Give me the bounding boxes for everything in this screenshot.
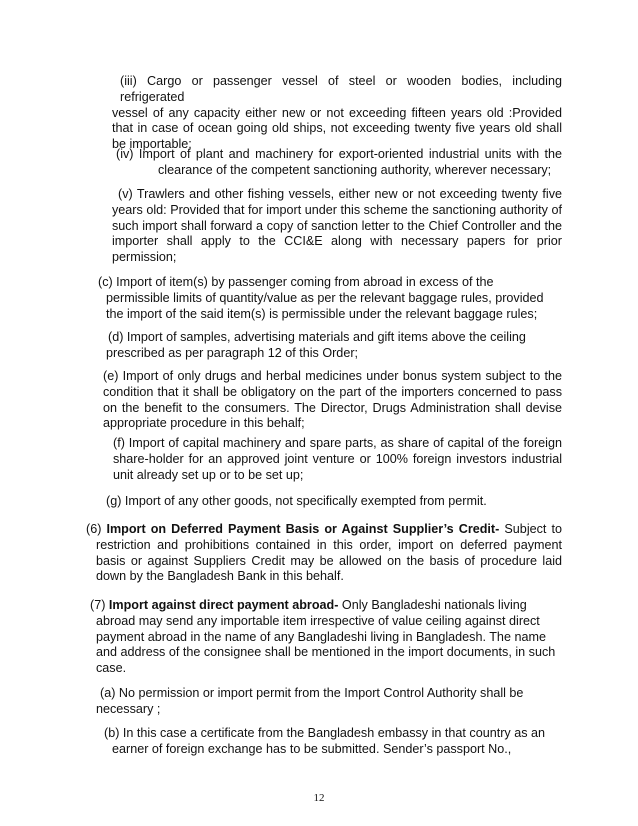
text-line: restriction and prohibitions contained in this order, import on deferred payment <box>96 537 562 552</box>
text-line: down by the Bangladesh Bank in this behalf. <box>96 569 344 584</box>
text-line <box>90 598 562 614</box>
text-line: abroad may send any importable item irrespective of value ceiling against direct <box>96 613 540 628</box>
clause-a <box>96 686 562 718</box>
text-line: (e) Import of only drugs and herbal medicines under bonus system subject to the <box>103 369 562 383</box>
clause-v <box>112 187 562 266</box>
text-fragment: Subject to <box>499 522 562 536</box>
section-heading: Import against direct payment abroad- <box>108 598 339 612</box>
text-line: (c) Import of item(s) by passenger coming from abroad in excess of the <box>98 275 494 289</box>
text-line: (iv) Import of plant and machinery for export-oriented industrial units with the <box>116 147 562 161</box>
text-line: on the benefit to the consumers. The Director, Drugs Administration shall devise <box>103 400 562 415</box>
section-7 <box>92 598 562 677</box>
text-line: necessary ; <box>96 701 161 716</box>
text-line: payment abroad in the name of any Bangladeshi living in Bangladesh. The name <box>96 629 546 644</box>
text-line: the import of the said item(s) is permissible under the relevant baggage rules; <box>106 306 538 321</box>
text-line: such import shall forward a copy of sanction letter to the Chief Controller and the <box>112 218 562 233</box>
clause-e <box>103 369 562 432</box>
text-line: permissible limits of quantity/value as per the relevant baggage rules, provided <box>106 290 544 305</box>
text-fragment: Only Bangladeshi nationals living <box>338 598 527 612</box>
clause-c <box>98 275 562 322</box>
clause-g <box>106 494 562 510</box>
text-line: appropriate procedure in this behalf; <box>103 416 305 431</box>
text-line: (v) Trawlers and other fishing vessels, either new or not exceeding twenty five <box>118 187 562 201</box>
text-line: (iii) Cargo or passenger vessel of steel or wooden bodies, including refrigerated <box>120 74 562 104</box>
text-line <box>86 522 562 538</box>
text-line: (a) No permission or import permit from the Import Control Authority shall be <box>100 686 524 700</box>
text-line: prescribed as per paragraph 12 of this Order; <box>106 345 359 360</box>
text-line: and address of the consignee shall be mentioned in the import documents, in such <box>96 645 556 660</box>
text-line: basis or against Suppliers Credit may be allowed on the basis of procedure laid <box>96 553 562 568</box>
text-line: (b) In this case a certificate from the Bangladesh embassy in that country as an <box>104 726 546 740</box>
text-line: vessel of any capacity either new or not exceeding fifteen years old :Provided <box>112 105 562 120</box>
text-line: (f) Import of capital machinery and spare parts, as share of capital of the foreign <box>113 436 562 450</box>
clause-f <box>113 436 562 483</box>
text-line: that in case of ocean going old ships, not exceeding twenty five years old shall <box>112 121 562 136</box>
text-line: share-holder for an approved joint venture or 100% foreign investors industrial <box>113 451 562 466</box>
text-line: earner of foreign exchange has to be submitted. Sender’s passport No., <box>112 741 512 756</box>
text-line: years old: Provided that for import under this scheme the sanctioning authority of <box>112 202 562 217</box>
section-6 <box>88 522 562 585</box>
text-line: be importable; <box>112 137 192 152</box>
text-line: clearance of the competent sanctioning authority, wherever necessary; <box>158 162 552 177</box>
clause-d <box>106 330 562 362</box>
page-number: 12 <box>313 792 325 804</box>
text-line: importer shall apply to the CCI&E along with necessary papers for prior <box>112 234 562 249</box>
clause-iii <box>112 74 562 153</box>
text-line: (g) Import of any other goods, not specifically exempted from permit. <box>106 494 487 508</box>
text-line: permission; <box>112 250 177 265</box>
text-line: unit already set up or to be set up; <box>113 467 304 482</box>
clause-iv <box>116 147 562 179</box>
clause-b <box>104 726 562 758</box>
section-number: (7) <box>90 598 109 612</box>
text-line: (d) Import of samples, advertising materials and gift items above the ceiling <box>108 330 526 344</box>
text-line: case. <box>96 661 127 676</box>
text-line: condition that it shall be obligatory on the part of the importers concerned to pass <box>103 384 562 399</box>
section-number: (6) <box>86 522 107 536</box>
section-heading: Import on Deferred Payment Basis or Against Supplier’s Credit- <box>106 522 500 536</box>
